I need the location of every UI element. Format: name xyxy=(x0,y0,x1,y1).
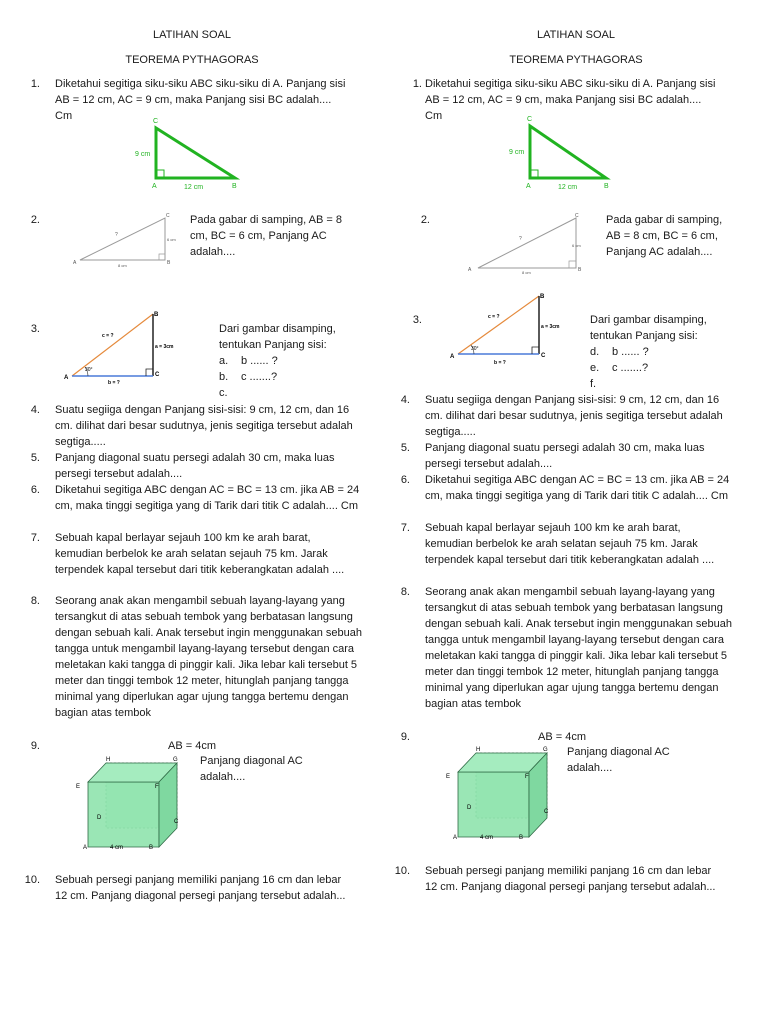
q2-label-hyp: ? xyxy=(115,232,118,238)
q3-triangle-figure-copy xyxy=(446,290,576,372)
q10-number-copy: 10. xyxy=(394,865,410,877)
svg-text:B: B xyxy=(540,294,545,300)
q5-text: Panjang diagonal suatu persegi adalah 30 cm, maka luas persegi tersebut adalah.... xyxy=(55,452,335,480)
q1-number: 1. xyxy=(30,78,40,90)
q3-option-c: c. xyxy=(219,387,228,399)
q3-label-a: a = 3cm xyxy=(155,344,174,350)
q9-vertex-c: C xyxy=(174,819,179,825)
page-title: LATIHAN SOAL xyxy=(152,29,232,41)
svg-text:B: B xyxy=(519,835,524,841)
svg-text:B: B xyxy=(578,267,582,273)
svg-text:9 cm: 9 cm xyxy=(509,149,525,156)
svg-text:C: C xyxy=(527,116,533,123)
q9-cube-figure xyxy=(70,750,190,855)
q3-number-copy: 3. xyxy=(412,314,422,326)
svg-text:C: C xyxy=(575,213,579,219)
svg-text:A: A xyxy=(453,835,458,841)
svg-text:A: A xyxy=(468,267,472,273)
q1-vertex-a: A xyxy=(152,183,157,190)
q2-vertex-a: A xyxy=(73,260,77,266)
q3-option-a: a. b ...... ? xyxy=(219,355,278,367)
svg-text:?: ? xyxy=(519,236,522,242)
q8-text: Seorang anak akan mengambil sebuah layang-layang yang tersangkut di atas sebuah tembok yang berbatasan langsung dengan sebuah kali. Anak tersebut ingin menggunakan sebuah tangga untuk mengambil layang-layang tersebut dengan cara meletakan kaki tangga di pinggir kali. Jika lebar kali tersebut 5 meter dan tinggi tembok 12 meter, hitunglah panjang tangga minimal yang diperlukan agar ujung tangga bertemu dengan bagian atas tembok xyxy=(55,595,363,719)
q2-text: Pada gabar di samping, AB = 8 cm, BC = 6 cm, Panjang AC adalah.... xyxy=(190,214,342,258)
q1-text-copy: Diketahui segitiga siku-siku ABC siku-siku di A. Panjang sisi AB = 12 cm, AC = 9 cm, maka Panjang sisi BC adalah.... Cm xyxy=(425,78,716,122)
q1-label-ab: 12 cm xyxy=(184,184,204,191)
q9-vertex-g: G xyxy=(173,757,178,763)
q7-text-copy: Sebuah kapal berlayar sejauh 100 km ke arah barat, kemudian berbelok ke arah selatan sejauh 75 km. Jarak terpendek kapal tersebut dari titik keberangkatan adalah .... xyxy=(425,522,715,566)
svg-text:H: H xyxy=(476,747,481,753)
q3-label-hyp: c = ? xyxy=(102,333,114,339)
svg-text:30°: 30° xyxy=(471,346,479,352)
q1-triangle-figure-copy xyxy=(502,110,617,192)
q6-text: Diketahui segitiga ABC dengan AC = BC = 13 cm. jika AB = 24 cm, maka tinggi segitiga yang di Tarik dari titik C adalah.... Cm xyxy=(55,484,360,512)
q1-vertex-b: B xyxy=(232,183,237,190)
q6-number: 6. xyxy=(30,484,40,496)
q9-vertex-f: F xyxy=(155,784,159,790)
q3-option-e: e. c .......? xyxy=(590,362,649,374)
q6-text-copy: Diketahui segitiga ABC dengan AC = BC = 13 cm. jika AB = 24 cm, maka tinggi segitiga yang di Tarik dari titik C adalah.... Cm xyxy=(425,474,730,502)
q2-triangle-figure-copy xyxy=(464,210,590,276)
q5-text-copy: Panjang diagonal suatu persegi adalah 30 cm, maka luas persegi tersebut adalah.... xyxy=(425,442,705,470)
q2-vertex-b: B xyxy=(167,260,171,266)
svg-text:8 cm: 8 cm xyxy=(522,270,531,275)
page-subtitle-copy: TEOREMA PYTHAGORAS xyxy=(509,54,643,66)
q4-number-copy: 4. xyxy=(400,394,410,406)
q2-text-copy: Pada gabar di samping, AB = 8 cm, BC = 6 cm, Panjang AC adalah.... xyxy=(606,214,723,258)
q7-number: 7. xyxy=(30,532,40,544)
q3-number: 3. xyxy=(30,323,40,335)
q3-vertex-b: B xyxy=(154,312,159,318)
q3-option-d: d. b ...... ? xyxy=(590,346,649,358)
q9-number: 9. xyxy=(30,740,40,752)
q10-text: Sebuah persegi panjang memiliki panjang 16 cm dan lebar 12 cm. Panjang diagonal persegi panjang tersebut adalah... xyxy=(55,874,346,902)
page-subtitle: TEOREMA PYTHAGORAS xyxy=(125,54,259,66)
q3-vertex-a: A xyxy=(64,375,69,381)
svg-text:D: D xyxy=(467,805,472,811)
svg-text:A: A xyxy=(450,354,455,360)
q8-number-copy: 8. xyxy=(400,586,410,598)
q3-intro-copy: Dari gambar disamping, tentukan Panjang sisi: xyxy=(590,314,707,342)
q9-vertex-a: A xyxy=(83,845,88,851)
q3-angle-label: 30° xyxy=(85,367,93,373)
svg-text:b = ?: b = ? xyxy=(494,360,506,366)
q8-number: 8. xyxy=(30,595,40,607)
svg-text:C: C xyxy=(541,353,546,359)
q9-text-copy: Panjang diagonal AC adalah.... xyxy=(567,746,670,774)
q3-intro: Dari gambar disamping, tentukan Panjang sisi: xyxy=(219,323,336,351)
q1-triangle xyxy=(156,128,235,178)
q9-given: AB = 4cm xyxy=(168,740,216,752)
q1-triangle-figure xyxy=(130,110,250,194)
q9-number-copy: 9. xyxy=(400,731,410,743)
q7-text: Sebuah kapal berlayar sejauh 100 km ke arah barat, kemudian berbelok ke arah selatan sejauh 75 km. Jarak terpendek kapal tersebut dari titik keberangkatan adalah .... xyxy=(55,532,345,576)
q2-triangle xyxy=(80,218,165,260)
q5-number-copy: 5. xyxy=(400,442,410,454)
svg-text:12 cm: 12 cm xyxy=(558,184,578,191)
q5-number: 5. xyxy=(30,452,40,464)
svg-text:E: E xyxy=(446,774,451,780)
q9-label-edge: 4 cm xyxy=(110,845,124,851)
q9-vertex-b: B xyxy=(149,845,154,851)
q1-number-copy: 1. xyxy=(412,78,422,90)
q9-vertex-h: H xyxy=(106,757,111,763)
q1-vertex-c: C xyxy=(153,118,159,125)
q4-text: Suatu segiiga dengan Panjang sisi-sisi: 9 cm, 12 cm, dan 16 cm. dilihat dari besar sudutnya, jenis segitiga tersebut adalah segtiga..... xyxy=(55,404,353,448)
q7-number-copy: 7. xyxy=(400,522,410,534)
q3-triangle-figure xyxy=(60,306,190,388)
q3-vertex-c: C xyxy=(155,372,160,378)
right-column xyxy=(384,0,768,1024)
q4-text-copy: Suatu segiiga dengan Panjang sisi-sisi: 9 cm, 12 cm, dan 16 cm. dilihat dari besar sudutnya, jenis segitiga tersebut adalah segtiga..... xyxy=(425,394,723,438)
q9-vertex-d: D xyxy=(97,815,102,821)
svg-text:G: G xyxy=(543,747,548,753)
q2-label-bc: 6 cm xyxy=(167,237,176,242)
svg-text:6 cm: 6 cm xyxy=(572,243,581,248)
svg-text:4 cm: 4 cm xyxy=(480,835,494,841)
q9-cube-figure-copy xyxy=(440,740,560,845)
q3-option-b: b. c .......? xyxy=(219,371,278,383)
q10-text-copy: Sebuah persegi panjang memiliki panjang 16 cm dan lebar 12 cm. Panjang diagonal persegi panjang tersebut adalah... xyxy=(425,865,716,893)
q9-vertex-e: E xyxy=(76,784,81,790)
q3-option-f: f. xyxy=(590,378,597,390)
q9-given-copy: AB = 4cm xyxy=(538,731,586,743)
svg-text:C: C xyxy=(544,809,549,815)
q1-label-ac: 9 cm xyxy=(135,151,151,158)
svg-text:A: A xyxy=(526,183,531,190)
q4-number: 4. xyxy=(30,404,40,416)
q2-triangle-figure xyxy=(70,210,182,270)
q2-number: 2. xyxy=(30,214,40,226)
q2-label-ab: 8 cm xyxy=(118,263,127,268)
q2-vertex-c: C xyxy=(166,213,170,219)
page-title-copy: LATIHAN SOAL xyxy=(536,29,616,41)
svg-text:F: F xyxy=(525,774,529,780)
q2-right-angle-mark xyxy=(159,254,165,260)
q3-right-angle-mark xyxy=(146,369,153,376)
q2-number-copy: 2. xyxy=(420,214,430,226)
q3-label-b: b = ? xyxy=(108,380,120,386)
svg-text:a = 3cm: a = 3cm xyxy=(541,324,560,330)
svg-text:B: B xyxy=(604,183,609,190)
q1-text: Diketahui segitiga siku-siku ABC siku-siku di A. Panjang sisi AB = 12 cm, AC = 9 cm, maka Panjang sisi BC adalah.... Cm xyxy=(55,78,346,122)
svg-text:c = ?: c = ? xyxy=(488,314,500,320)
q8-text-copy: Seorang anak akan mengambil sebuah layang-layang yang tersangkut di atas sebuah tembok yang berbatasan langsung dengan sebuah kali. Anak tersebut ingin menggunakan sebuah tangga untuk mengambil layang-layang tersebut dengan cara meletakan kaki tangga di pinggir kali. Jika lebar kali tersebut 5 meter dan tinggi tembok 12 meter, hitunglah panjang tangga minimal yang diperlukan agar ujung tangga bertemu dengan bagian atas tembok xyxy=(425,586,733,710)
q10-number: 10. xyxy=(24,874,40,886)
q6-number-copy: 6. xyxy=(400,474,410,486)
q9-text: Panjang diagonal AC adalah.... xyxy=(200,755,303,783)
